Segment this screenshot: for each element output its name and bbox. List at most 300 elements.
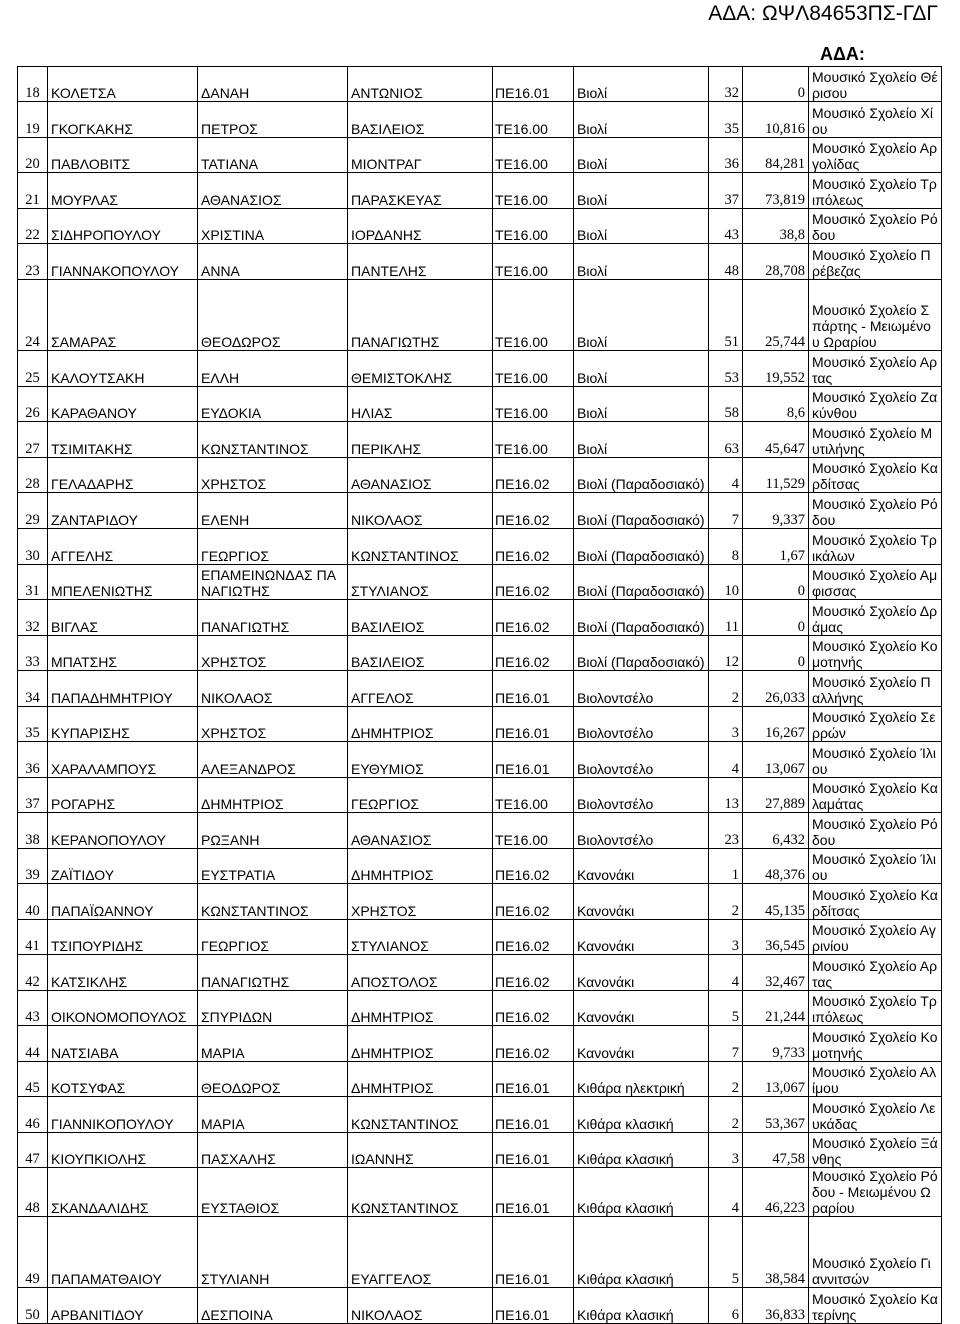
surname-cell: ΚΙΟΥΠΚΙΟΛΗΣ [48,1133,198,1168]
first-name-cell: ΕΛΕΝΗ [198,493,348,529]
specialty-cell: ΠΕ16.02 [493,493,574,529]
school-cell: Μουσικό Σχολείο Ίλιου [809,742,942,778]
table-row [18,884,942,920]
row-number: 19 [18,102,48,138]
row-number: 26 [18,387,48,422]
rank-cell: 3 [709,920,743,955]
father-name-cell: ΣΤΥΛΙΑΝΟΣ [348,920,493,955]
school-cell: Μουσικό Σχολείο Τριπόλεως [809,173,942,209]
father-name-cell: ΝΙΚΟΛΑΟΣ [348,1288,493,1324]
first-name-cell: ΧΡΙΣΤΙΝΑ [198,209,348,244]
school-cell: Μουσικό Σχολείο Ίλιου [809,849,942,884]
father-name-cell: ΒΑΣΙΛΕΙΟΣ [348,636,493,671]
rank-cell: 6 [709,1288,743,1324]
surname-cell: ΚΥΠΑΡΙΣΗΣ [48,707,198,742]
points-cell: 10,816 [743,102,809,138]
specialty-cell: ΠΕ16.01 [493,1097,574,1133]
points-cell: 0 [743,565,809,600]
specialty-cell: ΤΕ16.00 [493,422,574,458]
instrument-cell: Κανονάκι [574,955,709,991]
instrument-cell: Βιολοντσέλο [574,707,709,742]
instrument-cell: Βιολί [574,102,709,138]
surname-cell: ΠΑΒΛΟΒΙΤΣ [48,138,198,173]
points-cell: 1,67 [743,529,809,565]
row-number: 43 [18,991,48,1026]
school-cell: Μουσικό Σχολείο Καρδίτσας [809,884,942,920]
surname-cell: ΚΟΛΕΤΣΑ [48,67,198,102]
school-cell: Μουσικό Σχολείο Ρόδου [809,209,942,244]
rank-cell: 12 [709,636,743,671]
first-name-cell: ΠΑΝΑΓΙΩΤΗΣ [198,600,348,636]
instrument-cell: Βιολί [574,422,709,458]
table-row [18,1288,942,1324]
first-name-cell: ΚΩΝΣΤΑΝΤΙΝΟΣ [198,422,348,458]
table-row [18,529,942,565]
specialty-cell: ΤΕ16.00 [493,209,574,244]
rank-cell: 2 [709,884,743,920]
table-row [18,671,942,707]
points-cell: 28,708 [743,244,809,280]
surname-cell: ΠΑΠΑΪΩΑΝΝΟΥ [48,884,198,920]
father-name-cell: ΜΙΟΝΤΡΑΓ [348,138,493,173]
father-name-cell: ΑΠΟΣΤΟΛΟΣ [348,955,493,991]
specialty-cell: ΠΕ16.01 [493,1217,574,1288]
school-cell: Μουσικό Σχολείο Τρικάλων [809,529,942,565]
row-number: 48 [18,1168,48,1217]
surname-cell: ΜΟΥΡΛΑΣ [48,173,198,209]
instrument-cell: Βιολοντσέλο [574,671,709,707]
table-body [18,67,942,1324]
row-number: 22 [18,209,48,244]
instrument-cell: Κιθάρα κλασική [574,1133,709,1168]
row-number: 31 [18,565,48,600]
points-cell: 21,244 [743,991,809,1026]
school-cell: Μουσικό Σχολείο Αγρινίου [809,920,942,955]
surname-cell: ΜΠΕΛΕΝΙΩΤΗΣ [48,565,198,600]
first-name-cell: ΚΩΝΣΤΑΝΤΙΝΟΣ [198,884,348,920]
rank-cell: 43 [709,209,743,244]
table-row [18,742,942,778]
instrument-cell: Βιολί (Παραδοσιακό) [574,493,709,529]
first-name-cell: ΤΑΤΙΑΝΑ [198,138,348,173]
specialty-cell: ΠΕ16.02 [493,849,574,884]
surname-cell: ΖΑΪΤΙΔΟΥ [48,849,198,884]
surname-cell: ΓΕΛΑΔΑΡΗΣ [48,458,198,493]
rank-cell: 1 [709,849,743,884]
first-name-cell: ΣΠΥΡΙΔΩΝ [198,991,348,1026]
father-name-cell: ΔΗΜΗΤΡΙΟΣ [348,707,493,742]
points-cell: 32,467 [743,955,809,991]
surname-cell: ΠΑΠΑΔΗΜΗΤΡΙΟΥ [48,671,198,707]
surname-cell: ΣΙΔΗΡΟΠΟΥΛΟΥ [48,209,198,244]
points-cell: 25,744 [743,280,809,351]
first-name-cell: ΠΑΝΑΓΙΩΤΗΣ [198,955,348,991]
surname-cell: ΤΣΙΠΟΥΡΙΔΗΣ [48,920,198,955]
specialty-cell: ΠΕ16.01 [493,1062,574,1097]
specialty-cell: ΤΕ16.00 [493,778,574,813]
specialty-cell: ΠΕ16.02 [493,565,574,600]
father-name-cell: ΔΗΜΗΤΡΙΟΣ [348,849,493,884]
specialty-cell: ΠΕ16.02 [493,991,574,1026]
rank-cell: 58 [709,387,743,422]
first-name-cell: ΝΙΚΟΛΑΟΣ [198,671,348,707]
rank-cell: 51 [709,280,743,351]
surname-cell: ΝΑΤΣΙΑΒΑ [48,1026,198,1062]
school-cell: Μουσικό Σχολείο Αρτας [809,351,942,387]
father-name-cell: ΑΝΤΩΝΙΟΣ [348,67,493,102]
instrument-cell: Βιολί [574,67,709,102]
row-number: 50 [18,1288,48,1324]
row-number: 23 [18,244,48,280]
rank-cell: 13 [709,778,743,813]
rank-cell: 2 [709,671,743,707]
specialty-cell: ΤΕ16.00 [493,244,574,280]
first-name-cell: ΧΡΗΣΤΟΣ [198,636,348,671]
rank-cell: 4 [709,1168,743,1217]
rank-cell: 2 [709,1097,743,1133]
surname-cell: ΤΣΙΜΙΤΑΚΗΣ [48,422,198,458]
rank-cell: 5 [709,991,743,1026]
first-name-cell: ΑΛΕΞΑΝΔΡΟΣ [198,742,348,778]
row-number: 37 [18,778,48,813]
school-cell: Μουσικό Σχολείο Σπάρτης - Μειωμένου Ωραρίου [809,280,942,351]
father-name-cell: ΠΑΡΑΣΚΕΥΑΣ [348,173,493,209]
surname-cell: ΓΙΑΝΝΙΚΟΠΟΥΛΟΥ [48,1097,198,1133]
instrument-cell: Κιθάρα κλασική [574,1097,709,1133]
specialty-cell: ΤΕ16.00 [493,138,574,173]
first-name-cell: ΠΕΤΡΟΣ [198,102,348,138]
specialty-cell: ΠΕ16.01 [493,67,574,102]
specialty-cell: ΠΕ16.02 [493,955,574,991]
specialty-cell: ΠΕ16.01 [493,742,574,778]
school-cell: Μουσικό Σχολείο Αμφισσας [809,565,942,600]
first-name-cell: ΘΕΟΔΩΡΟΣ [198,280,348,351]
row-number: 24 [18,280,48,351]
father-name-cell: ΠΕΡΙΚΛΗΣ [348,422,493,458]
table-row [18,1217,942,1288]
surname-cell: ΚΕΡΑΝΟΠΟΥΛΟΥ [48,813,198,849]
school-cell: Μουσικό Σχολείο Κομοτηνής [809,1026,942,1062]
specialty-cell: ΠΕ16.02 [493,458,574,493]
instrument-cell: Βιολί [574,138,709,173]
table-row [18,173,942,209]
first-name-cell: ΕΥΣΤΡΑΤΙΑ [198,849,348,884]
row-number: 41 [18,920,48,955]
surname-cell: ΣΚΑΝΔΑΛΙΔΗΣ [48,1168,198,1217]
rank-cell: 8 [709,529,743,565]
specialty-cell: ΤΕ16.00 [493,387,574,422]
points-cell: 0 [743,636,809,671]
instrument-cell: Κιθάρα κλασική [574,1168,709,1217]
table-row [18,920,942,955]
instrument-cell: Βιολί (Παραδοσιακό) [574,636,709,671]
surname-cell: ΠΑΠΑΜΑΤΘΑΙΟΥ [48,1217,198,1288]
points-cell: 19,552 [743,351,809,387]
instrument-cell: Κανονάκι [574,1026,709,1062]
table-row [18,209,942,244]
rank-cell: 2 [709,1062,743,1097]
rank-cell: 7 [709,493,743,529]
table-row [18,1097,942,1133]
surname-cell: ΓΙΑΝΝΑΚΟΠΟΥΛΟΥ [48,244,198,280]
row-number: 36 [18,742,48,778]
specialty-cell: ΠΕ16.01 [493,1133,574,1168]
points-cell: 6,432 [743,813,809,849]
first-name-cell: ΑΘΑΝΑΣΙΟΣ [198,173,348,209]
rank-cell: 4 [709,458,743,493]
instrument-cell: Βιολί [574,209,709,244]
row-number: 18 [18,67,48,102]
table-row [18,1062,942,1097]
rank-cell: 53 [709,351,743,387]
points-cell: 0 [743,600,809,636]
instrument-cell: Βιολί [574,173,709,209]
father-name-cell: ΑΘΑΝΑΣΙΟΣ [348,813,493,849]
surname-cell: ΣΑΜΑΡΑΣ [48,280,198,351]
father-name-cell: ΒΑΣΙΛΕΙΟΣ [348,102,493,138]
points-cell: 73,819 [743,173,809,209]
points-cell: 36,833 [743,1288,809,1324]
rank-cell: 3 [709,707,743,742]
first-name-cell: ΕΥΣΤΑΘΙΟΣ [198,1168,348,1217]
rank-cell: 36 [709,138,743,173]
first-name-cell: ΘΕΟΔΩΡΟΣ [198,1062,348,1097]
father-name-cell: ΔΗΜΗΤΡΙΟΣ [348,1026,493,1062]
surname-cell: ΧΑΡΑΛΑΜΠΟΥΣ [48,742,198,778]
row-number: 49 [18,1217,48,1288]
table-row [18,707,942,742]
first-name-cell: ΠΑΣΧΑΛΗΣ [198,1133,348,1168]
father-name-cell: ΔΗΜΗΤΡΙΟΣ [348,991,493,1026]
father-name-cell: ΚΩΝΣΤΑΝΤΙΝΟΣ [348,529,493,565]
specialty-cell: ΠΕ16.01 [493,707,574,742]
points-cell: 13,067 [743,742,809,778]
table-row [18,600,942,636]
row-number: 29 [18,493,48,529]
table-row [18,244,942,280]
rank-cell: 5 [709,1217,743,1288]
table-row [18,387,942,422]
surname-cell: ΚΑΡΑΘΑΝΟΥ [48,387,198,422]
rank-cell: 11 [709,600,743,636]
surname-cell: ΜΠΑΤΣΗΣ [48,636,198,671]
points-cell: 45,647 [743,422,809,458]
row-number: 34 [18,671,48,707]
specialty-cell: ΤΕ16.00 [493,173,574,209]
school-cell: Μουσικό Σχολείο Κατερίνης [809,1288,942,1324]
father-name-cell: ΕΥΘΥΜΙΟΣ [348,742,493,778]
specialty-cell: ΤΕ16.00 [493,102,574,138]
table-row [18,458,942,493]
specialty-cell: ΠΕ16.02 [493,1026,574,1062]
points-cell: 38,584 [743,1217,809,1288]
table-row [18,351,942,387]
points-cell: 47,58 [743,1133,809,1168]
instrument-cell: Κιθάρα ηλεκτρική [574,1062,709,1097]
table-row [18,1026,942,1062]
specialty-cell: ΠΕ16.02 [493,529,574,565]
instrument-cell: Βιολί [574,351,709,387]
first-name-cell: ΕΥΔΟΚΙΑ [198,387,348,422]
points-cell: 8,6 [743,387,809,422]
row-number: 44 [18,1026,48,1062]
surname-cell: ΑΓΓΕΛΗΣ [48,529,198,565]
school-cell: Μουσικό Σχολείο Ξάνθης [809,1133,942,1168]
school-cell: Μουσικό Σχολείο Αλίμου [809,1062,942,1097]
father-name-cell: ΓΕΩΡΓΙΟΣ [348,778,493,813]
rank-cell: 7 [709,1026,743,1062]
school-cell: Μουσικό Σχολείο Σερρών [809,707,942,742]
first-name-cell: ΕΛΛΗ [198,351,348,387]
father-name-cell: ΘΕΜΙΣΤΟΚΛΗΣ [348,351,493,387]
surname-cell: ΓΚΟΓΚΑΚΗΣ [48,102,198,138]
points-cell: 36,545 [743,920,809,955]
table-row [18,991,942,1026]
instrument-cell: Βιολί (Παραδοσιακό) [574,529,709,565]
rank-cell: 23 [709,813,743,849]
rank-cell: 63 [709,422,743,458]
table-row [18,778,942,813]
school-cell: Μουσικό Σχολείο Παλλήνης [809,671,942,707]
table-row [18,422,942,458]
school-cell: Μουσικό Σχολείο Λευκάδας [809,1097,942,1133]
school-cell: Μουσικό Σχολείο Ρόδου [809,813,942,849]
first-name-cell: ΡΩΞΑΝΗ [198,813,348,849]
rank-cell: 48 [709,244,743,280]
school-cell: Μουσικό Σχολείο Μυτιλήνης [809,422,942,458]
specialty-cell: ΠΕ16.02 [493,884,574,920]
rank-cell: 37 [709,173,743,209]
father-name-cell: ΒΑΣΙΛΕΙΟΣ [348,600,493,636]
surname-cell: ΡΟΓΑΡΗΣ [48,778,198,813]
row-number: 42 [18,955,48,991]
first-name-cell: ΓΕΩΡΓΙΟΣ [198,920,348,955]
points-cell: 48,376 [743,849,809,884]
father-name-cell: ΑΓΓΕΛΟΣ [348,671,493,707]
ada-label: ΑΔΑ: [820,44,865,64]
first-name-cell: ΧΡΗΣΤΟΣ [198,707,348,742]
points-cell: 0 [743,67,809,102]
points-cell: 46,223 [743,1168,809,1217]
surname-cell: ΚΑΤΣΙΚΛΗΣ [48,955,198,991]
instrument-cell: Βιολί [574,244,709,280]
table-row [18,955,942,991]
ada-code: ΑΔΑ: ΩΨΛ84653ΠΣ-ΓΔΓ [708,2,938,25]
school-cell: Μουσικό Σχολείο Ζακύνθου [809,387,942,422]
rank-cell: 10 [709,565,743,600]
father-name-cell: ΔΗΜΗΤΡΙΟΣ [348,1062,493,1097]
specialty-cell: ΤΕ16.00 [493,351,574,387]
points-cell: 16,267 [743,707,809,742]
instrument-cell: Κανονάκι [574,884,709,920]
rank-cell: 3 [709,1133,743,1168]
first-name-cell: ΓΕΩΡΓΙΟΣ [198,529,348,565]
specialty-cell: ΠΕ16.02 [493,600,574,636]
instrument-cell: Κιθάρα κλασική [574,1288,709,1324]
instrument-cell: Βιολοντσέλο [574,778,709,813]
rank-cell: 32 [709,67,743,102]
table-row [18,102,942,138]
points-cell: 53,367 [743,1097,809,1133]
instrument-cell: Κανονάκι [574,920,709,955]
table-row [18,565,942,600]
specialty-cell: ΠΕ16.02 [493,920,574,955]
row-number: 39 [18,849,48,884]
father-name-cell: ΝΙΚΟΛΑΟΣ [348,493,493,529]
surname-cell: ΟΙΚΟΝΟΜΟΠΟΥΛΟΣ [48,991,198,1026]
instrument-cell: Βιολί [574,280,709,351]
father-name-cell: ΙΩΑΝΝΗΣ [348,1133,493,1168]
points-cell: 9,733 [743,1026,809,1062]
surname-cell: ΑΡΒΑΝΙΤΙΔΟΥ [48,1288,198,1324]
first-name-cell: ΕΠΑΜΕΙΝΩΝΔΑΣ ΠΑΝΑΓΙΩΤΗΣ [198,565,348,600]
row-number: 35 [18,707,48,742]
father-name-cell: ΣΤΥΛΙΑΝΟΣ [348,565,493,600]
school-cell: Μουσικό Σχολείο Καλαμάτας [809,778,942,813]
school-cell: Μουσικό Σχολείο Τριπόλεως [809,991,942,1026]
row-number: 38 [18,813,48,849]
school-cell: Μουσικό Σχολείο Ρόδου - Μειωμένου Ωραρίου [809,1168,942,1217]
first-name-cell: ΑΝΝΑ [198,244,348,280]
points-cell: 84,281 [743,138,809,173]
school-cell: Μουσικό Σχολείο Δράμας [809,600,942,636]
row-number: 47 [18,1133,48,1168]
table-row [18,493,942,529]
father-name-cell: ΠΑΝΤΕΛΗΣ [348,244,493,280]
rank-cell: 4 [709,955,743,991]
father-name-cell: ΚΩΝΣΤΑΝΤΙΝΟΣ [348,1168,493,1217]
instrument-cell: Κιθάρα κλασική [574,1217,709,1288]
row-number: 27 [18,422,48,458]
surname-cell: ΚΟΤΣΥΦΑΣ [48,1062,198,1097]
points-cell: 45,135 [743,884,809,920]
row-number: 40 [18,884,48,920]
points-cell: 9,337 [743,493,809,529]
father-name-cell: ΠΑΝΑΓΙΩΤΗΣ [348,280,493,351]
school-cell: Μουσικό Σχολείο Γιαννιτσών [809,1217,942,1288]
father-name-cell: ΚΩΝΣΤΑΝΤΙΝΟΣ [348,1097,493,1133]
surname-cell: ΖΑΝΤΑΡΙΔΟΥ [48,493,198,529]
school-cell: Μουσικό Σχολείο Καρδίτσας [809,458,942,493]
first-name-cell: ΧΡΗΣΤΟΣ [198,458,348,493]
father-name-cell: ΗΛΙΑΣ [348,387,493,422]
row-number: 32 [18,600,48,636]
rank-cell: 4 [709,742,743,778]
school-cell: Μουσικό Σχολείο Χίου [809,102,942,138]
row-number: 45 [18,1062,48,1097]
first-name-cell: ΔΗΜΗΤΡΙΟΣ [198,778,348,813]
row-number: 21 [18,173,48,209]
school-cell: Μουσικό Σχολείο Θέρισου [809,67,942,102]
instrument-cell: Βιολοντσέλο [574,742,709,778]
instrument-cell: Βιολί [574,387,709,422]
table-row [18,1168,942,1217]
table-row [18,280,942,351]
row-number: 28 [18,458,48,493]
points-cell: 38,8 [743,209,809,244]
father-name-cell: ΧΡΗΣΤΟΣ [348,884,493,920]
specialty-cell: ΠΕ16.02 [493,636,574,671]
first-name-cell: ΔΕΣΠΟΙΝΑ [198,1288,348,1324]
instrument-cell: Βιολί (Παραδοσιακό) [574,458,709,493]
row-number: 20 [18,138,48,173]
instrument-cell: Βιολί (Παραδοσιακό) [574,565,709,600]
surname-cell: ΒΙΓΛΑΣ [48,600,198,636]
first-name-cell: ΔΑΝΑΗ [198,67,348,102]
row-number: 25 [18,351,48,387]
school-cell: Μουσικό Σχολείο Κομοτηνής [809,636,942,671]
surname-cell: ΚΑΛΟΥΤΣΑΚΗ [48,351,198,387]
